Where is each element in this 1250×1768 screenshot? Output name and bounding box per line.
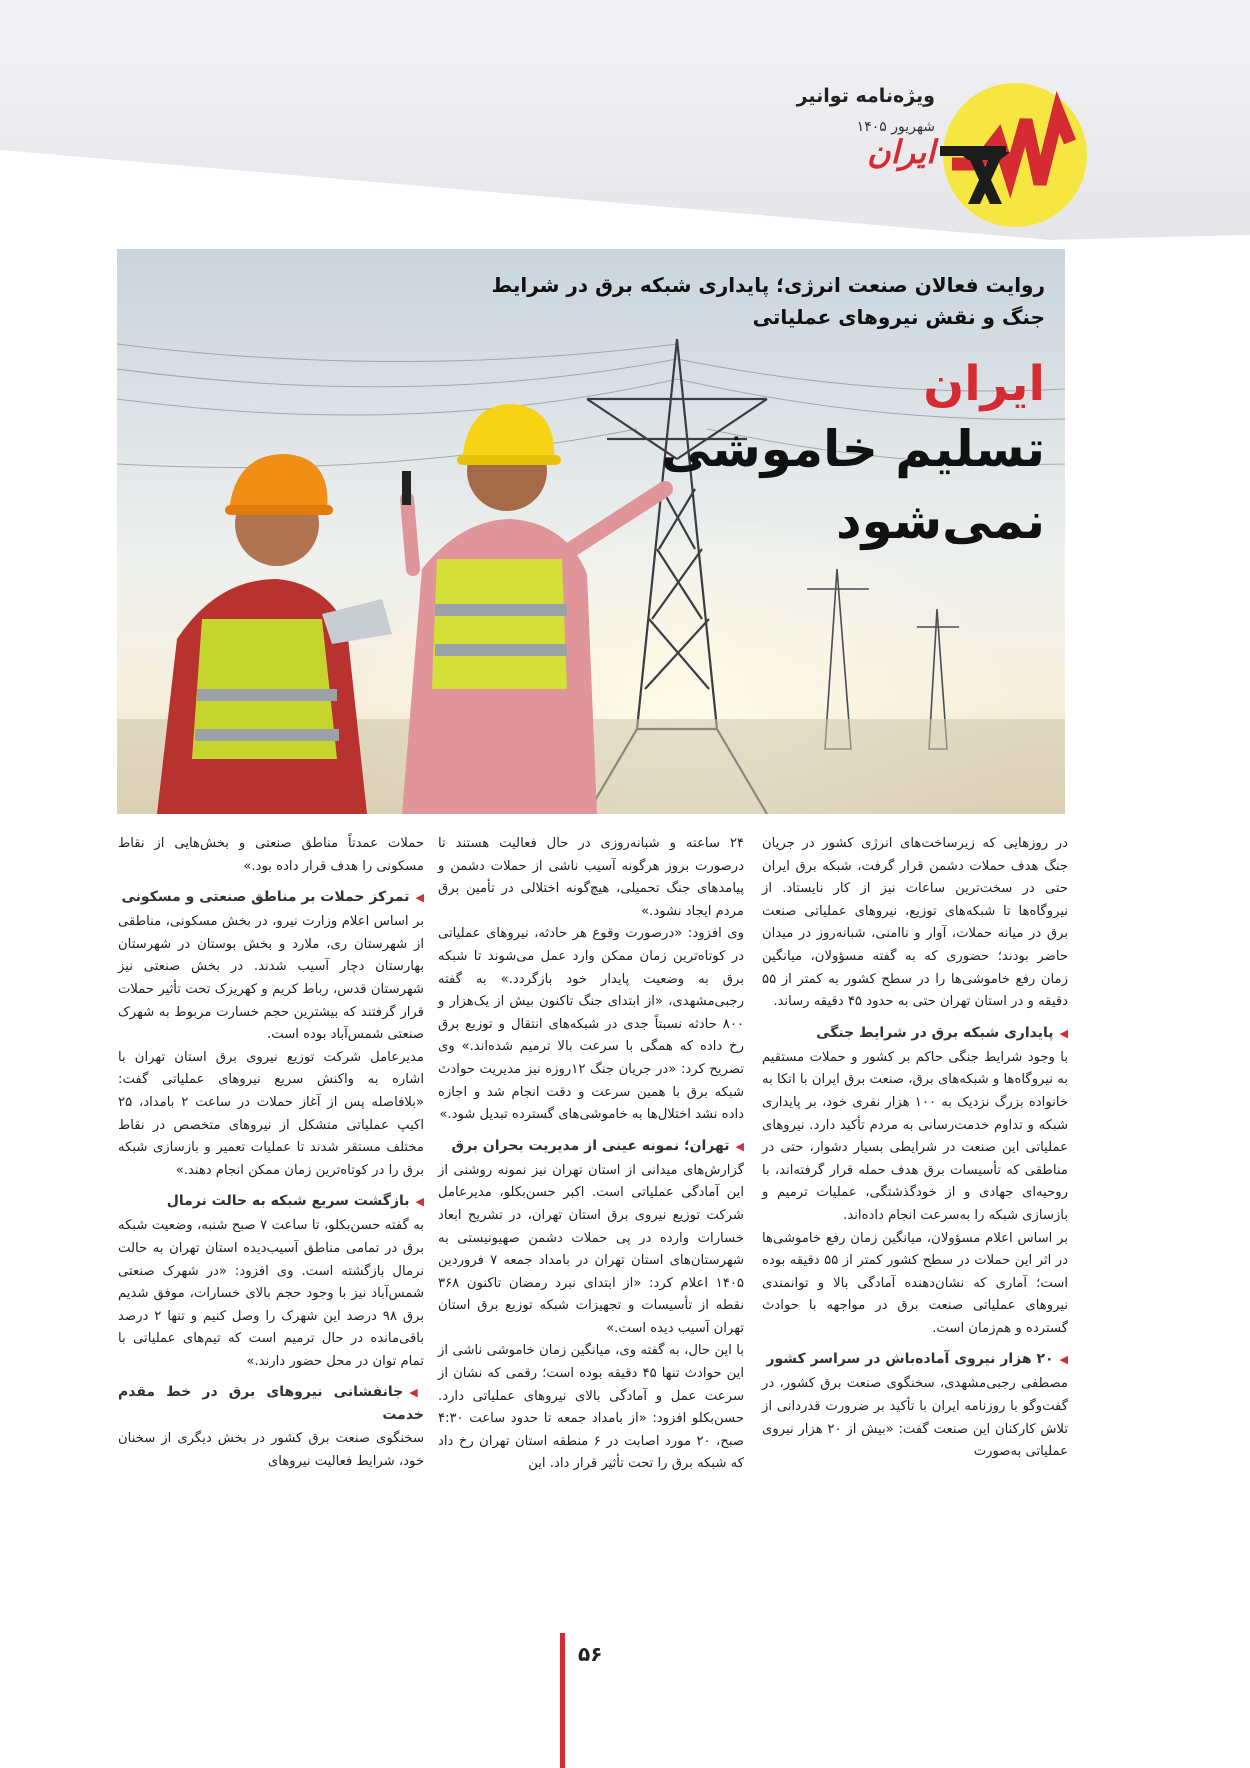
- footer-accent-line: [560, 1633, 565, 1768]
- paragraph: وی افزود: «درصورت وقوع هر حادثه، نیروهای عملیاتی در کوتاه‌ترین زمان ممکن وارد عمل می‌شوند تا شبکه برق به وضعیت پایدار خود بازگردد.» به گفته رجبی‌مشهدی، «از ابتدای جنگ تاکنون بیش از یک‌هزار و ۸۰۰ حادثه نسبتاً جدی در شبکه‌های انتقال و توزیع برق رخ داده که همگی با سرعت بالا ترمیم شده‌اند.» وی تصریح کرد: «در جریان جنگ ۱۲روزه نیز مدیریت حوادث شبکه برق با همین سرعت و دقت انجام شد و اجازه داده نشد اختلال‌ها به خاموشی‌های گسترده تبدیل شود.»: [438, 926, 744, 1123]
- paragraph: مصطفی رجبی‌مشهدی، سخنگوی صنعت برق کشور، در گفت‌وگو با روزنامه ایران با تأکید بر ضرورت قدردانی از تلاش کارکنان این صنعت گفت: «بیش از ۲۰ هزار نیروی عملیاتی به‌صورت: [762, 1376, 1069, 1460]
- tavanir-logo-icon: [940, 80, 1090, 230]
- paragraph: ۲۴ ساعته و شبانه‌روزی در حال فعالیت هستند تا درصورت بروز هرگونه آسیب ناشی از حملات دشمن و پیامدهای جنگ تحمیلی، هیچ‌گونه اختلالی در تأمین برق مردم ایجاد نشود.»: [438, 836, 744, 919]
- paragraph: بر اساس اعلام وزارت نیرو، در بخش مسکونی، مناطقی از شهرستان ری، ملارد و بخش بوستان در شهرستان بهارستان دچار آسیب شدند. در بخش صنعتی نیز شهرستان قدس، رباط کریم و کهریزک تحت تأثیر حملات قرار گرفتند که بیشترین حجم خسارت مربوط به شهرک صنعتی شمس‌آباد بوده است.: [118, 914, 424, 1043]
- kicker-line-2: جنگ و نقش نیروهای عملیاتی: [752, 305, 1045, 329]
- headline-line-3: نمی‌شود: [835, 492, 1045, 550]
- header-brand: [0, 85, 935, 169]
- paragraph: به گفته حسن‌بکلو، تا ساعت ۷ صبح شنبه، وضعیت شبکه برق در تمامی مناطق آسیب‌دیده استان تهران به حالت نرمال بازگشته است. وی افزود: «در شهرک صنعتی شمس‌آباد نیز با وجود حجم بالای خسارات، موفق شدیم برق ۹۸ درصد این شهرک را وصل کنیم و تنها ۲ درصد باقی‌مانده در حال ترمیم است که تیم‌های عملیاتی با تمام توان در محل حضور دارند.»: [118, 1218, 424, 1369]
- paragraph: گزارش‌های میدانی از استان تهران نیز نمونه روشنی از این آمادگی عملیاتی است. اکبر حسن‌بکلو، مدیرعامل شرکت توزیع نیروی برق استان تهران، در تشریح ابعاد خسارات وارده در پی حملات دشمن صهیونیستی به شهرستان‌های استان تهران در بامداد جمعه ۷ فروردین ۱۴۰۵ اعلام کرد: «از ابتدای نبرد رمضان تاکنون ۳۶۸ نقطه از تأسیسات و تجهیزات شبکه توزیع برق استان تهران آسیب دیده است.»: [438, 1162, 744, 1336]
- triangle-bullet-icon: ◀: [1059, 1353, 1068, 1367]
- triangle-bullet-icon: ◀: [409, 1386, 424, 1400]
- article-column-3: [118, 833, 424, 1474]
- subheading: ◀تهران؛ نمونه عینی از مدیریت بحران برق: [451, 1137, 744, 1154]
- paragraph: با این حال، به گفته وی، میانگین زمان خاموشی ناشی از این حوادث تنها ۴۵ دقیقه بوده است؛ رقمی که نشان از سرعت عمل و آمادگی بالای نیروهای عملیاتی دارد. حسن‌بکلو افزود: «از بامداد جمعه تا حدود ساعت ۴:۳۰ صبح، ۲۰ مورد اصابت در ۶ منطقه استان تهران رخ داد که شبکه برق را تحت تأثیر قرار داد. این: [438, 1343, 744, 1472]
- supplement-title: ویژه‌نامه توانیر: [796, 85, 935, 107]
- subheading: ◀تمرکز حملات بر مناطق صنعتی و مسکونی: [121, 889, 424, 906]
- subheading: ◀بازگشت سریع شبکه به حالت نرمال: [166, 1193, 424, 1210]
- page-number: ۵۶: [578, 1642, 603, 1666]
- triangle-bullet-icon: ◀: [415, 1195, 424, 1209]
- paragraph: در روزهایی که زیرساخت‌های انرژی کشور در جریان جنگ هدف حملات دشمن قرار گرفت، شبکه برق ایران حتی در سخت‌ترین ساعات نیز از کار نایستاد. از نیروگاه‌ها تا شبکه‌های توزیع، نیروهای عملیاتی صنعت برق در میانه حملات، آوار و ناامنی، شبانه‌روز در میدان حاضر بودند؛ حضوری که به گفته مسؤولان، میانگین زمان رفع خاموشی‌ها را در سطح کشور به کمتر از ۵۵ دقیقه و در استان تهران حتی به حدود ۴۵ دقیقه رساند.: [762, 836, 1068, 1010]
- paragraph: حملات عمدتاً مناطق صنعتی و بخش‌هایی از نقاط مسکونی را هدف قرار داده بود.»: [118, 836, 424, 874]
- paragraph: بر اساس اعلام مسؤولان، میانگین زمان رفع خاموشی‌ها در اثر این حملات در سطح کشور کمتر از ۵۵ دقیقه بوده است؛ آماری که نشان‌دهنده آمادگی بالا و توانمندی نیروهای عملیاتی صنعت برق در مواجهه با حوادث گسترده و هم‌زمان است.: [762, 1230, 1069, 1336]
- triangle-bullet-icon: ◀: [415, 891, 424, 905]
- headline-line-2: تسلیم خاموشی: [661, 420, 1045, 478]
- subheading: ◀پایداری شبکه برق در شرایط جنگی: [816, 1024, 1068, 1041]
- triangle-bullet-icon: ◀: [735, 1139, 744, 1153]
- headline-red: ایران: [923, 356, 1045, 412]
- triangle-bullet-icon: ◀: [1059, 1026, 1068, 1040]
- issue-date: شهریور ۱۴۰۵: [856, 119, 935, 135]
- subheading: ◀۲۰ هزار نیروی آماده‌باش در سراسر کشور: [766, 1351, 1068, 1368]
- hero-image: [117, 249, 1065, 814]
- paragraph: مدیرعامل شرکت توزیع نیروی برق استان تهران با اشاره به واکنش سریع نیروهای عملیاتی گفت: «بلافاصله پس از آغاز حملات در ساعت ۲ بامداد، ۲۵ اکیپ عملیاتی متشکل از نیروهای متخصص در نقاط مختلف مستقر شدند تا عملیات تعمیر و بازسازی شبکه برق را در کوتاه‌ترین زمان ممکن انجام دهند.»: [118, 1049, 424, 1178]
- article-column-1: [762, 833, 1068, 1464]
- subheading: ◀جانفشانی نیروهای برق در خط مقدم خدمت: [118, 1384, 424, 1424]
- newspaper-name: ایران: [867, 133, 935, 171]
- paragraph: با وجود شرایط جنگی حاکم بر کشور و حملات مستقیم به نیروگاه‌ها و شبکه‌های برق، صنعت برق ایران با اتکا به خانواده بزرگ نزدیک به ۱۰۰ هزار نفری خود، بر پایداری شبکه و تداوم خدمت‌رسانی به مردم تأکید دارد. نیروهای عملیاتی این صنعت در شرایطی بسیار دشوار، حتی در مناطقی که تأسیسات برق هدف حمله قرار گرفته‌اند، با روحیه‌ای جهادی و از خودگذشتگی، عملیات ترمیم و بازسازی شبکه را به‌سرعت انجام داده‌اند.: [762, 1049, 1068, 1223]
- hero-headline-block: [345, 269, 1045, 557]
- paragraph: سخنگوی صنعت برق کشور در بخش دیگری از سخنان خود، شرایط فعالیت نیروهای: [118, 1431, 424, 1470]
- kicker-line-1: روایت فعالان صنعت انرژی؛ پایداری شبکه برق در شرایط: [491, 273, 1045, 297]
- article-column-2: [438, 833, 744, 1476]
